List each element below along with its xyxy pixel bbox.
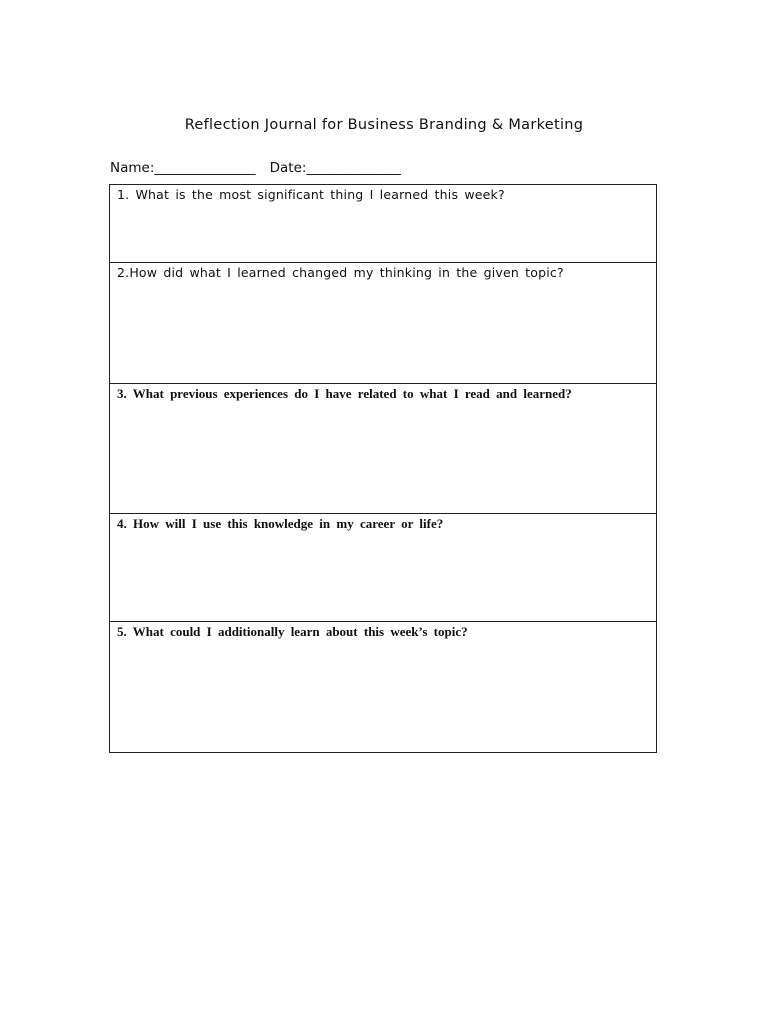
- question-row-3: [110, 384, 656, 514]
- question-1-text: 1. What is the most significant thing I learned this week?: [117, 187, 505, 202]
- answer-area-3[interactable]: [110, 404, 656, 513]
- name-date-line: [110, 160, 401, 176]
- question-row-1: [110, 185, 656, 263]
- question-4-text: 4. How will I use this knowledge in my career or life?: [117, 516, 444, 531]
- question-3-text: 3. What previous experiences do I have related to what I read and learned?: [117, 386, 572, 401]
- question-row-4: [110, 514, 656, 622]
- question-row-5: [110, 622, 656, 752]
- answer-area-2[interactable]: [110, 283, 656, 383]
- reflection-table: [109, 184, 657, 753]
- document-title: Reflection Journal for Business Branding & Marketing: [184, 117, 584, 133]
- date-field[interactable]: Date:______________: [269, 160, 401, 176]
- question-2-text: 2.How did what I learned changed my thinking in the given topic?: [117, 265, 564, 280]
- name-field[interactable]: Name:_______________: [110, 160, 256, 176]
- question-row-2: [110, 263, 656, 384]
- answer-area-5[interactable]: [110, 642, 656, 752]
- question-5-text: 5. What could I additionally learn about this week’s topic?: [117, 624, 468, 639]
- answer-area-4[interactable]: [110, 534, 656, 621]
- answer-area-1[interactable]: [110, 205, 656, 262]
